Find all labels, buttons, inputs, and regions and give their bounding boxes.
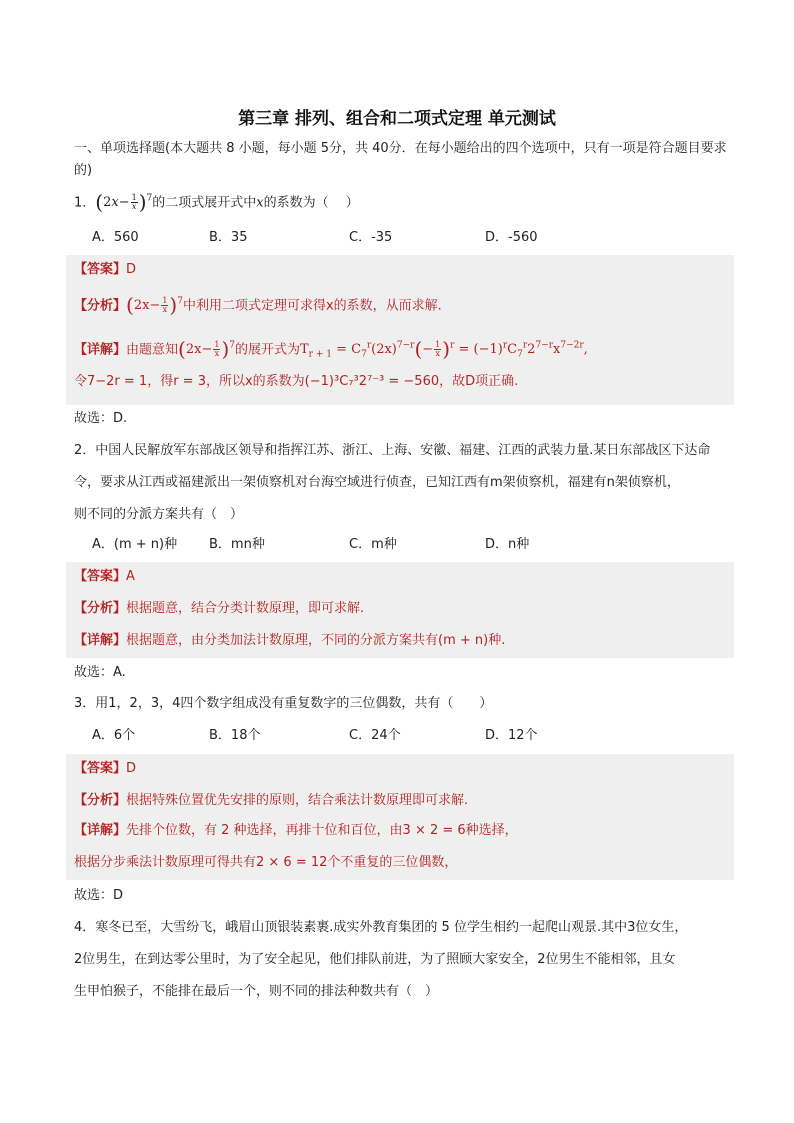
question-3-stem: 3．用1，2，3，4四个数字组成没有重复数字的三位偶数，共有（ ） [74, 696, 493, 711]
answer-line: 【答案】D [74, 262, 137, 277]
option-c[interactable]: C．m种 [349, 537, 397, 552]
answer-line: 【答案】D [74, 761, 137, 776]
option-a[interactable]: A．560 [92, 230, 139, 245]
question-2-stem-line-1: 2．中国人民解放军东部战区领导和指挥江苏、浙江、上海、安徽、福建、江西的武装力量.某日东部战区下达命 [74, 443, 711, 458]
question-1-options [92, 227, 732, 249]
option-b[interactable]: B．35 [209, 230, 248, 245]
detail-line-2: 令7−2r = 1，得r = 3，所以x的系数为(−1)³C₇³2⁷⁻³ = −560，故D项正确. [74, 374, 519, 389]
option-d[interactable]: D．n种 [485, 537, 530, 552]
option-d[interactable]: D．12个 [485, 728, 538, 743]
page-title: 第三章 排列、组合和二项式定理 单元测试 [238, 109, 556, 129]
section-heading: 一、单项选择题(本大题共 8 小题，每小题 5分，共 40分．在每小题给出的四个选项中，只有一项是符合题目要求的) [74, 141, 727, 178]
option-d[interactable]: D．-560 [485, 230, 538, 245]
question-4-stem-line-3: 生甲怕猴子，不能排在最后一个，则不同的排法种数共有（ ） [74, 984, 439, 999]
question-number: 1． [74, 195, 96, 211]
detail-line: 【详解】根据题意，由分类加法计数原理，不同的分派方案共有(m + n)种. [74, 633, 506, 648]
question-2-stem-line-2: 令，要求从江西或福建派出一架侦察机对台海空域进行侦查，已知江西有m架侦察机，福建有n架侦察机， [74, 475, 680, 490]
question-3-solution-box [66, 754, 734, 880]
option-b[interactable]: B．18个 [209, 728, 261, 743]
detail-line-2: 根据分步乘法计数原理可得共有2 × 6 = 12个不重复的三位偶数， [74, 855, 458, 870]
question-2-stem-line-3: 则不同的分派方案共有（ ） [74, 507, 244, 522]
question-4-stem-line-2: 2位男生，在到达零公里时，为了安全起见，他们排队前进，为了照顾大家安全，2位男生不能相邻，且女 [74, 952, 676, 967]
question-3-conclusion: 故选：D [74, 888, 124, 903]
question-3-options [92, 725, 732, 747]
option-b[interactable]: B．mn种 [209, 537, 265, 552]
answer-value: D [126, 262, 137, 277]
question-4-stem-line-1: 4．寒冬已至，大雪纷飞，峨眉山顶银装素裹.成实外教育集团的 5 位学生相约一起爬山观景.其中3位女生， [74, 920, 688, 935]
question-1-solution-box [66, 255, 734, 405]
option-c[interactable]: C．-35 [349, 230, 393, 245]
question-1-conclusion: 故选：D. [74, 411, 128, 426]
analysis-line: 【分析】根据题意，结合分类计数原理，即可求解. [74, 601, 365, 616]
answer-value: A [126, 569, 135, 584]
answer-line: 【答案】A [74, 569, 135, 584]
answer-value: D [126, 761, 137, 776]
analysis-line: 【分析】(2x− $\frac{1}{x}$ )$^7$中利用二项式定理可求得x的系数，从而求解. [74, 293, 442, 318]
binomial-expression: (2x− $\frac{1}{x}$ )$^7$ [95, 190, 153, 215]
detail-line: 【详解】由题意知(2x− $\frac{1}{x}$ )$^7$的展开式为$T_{r + 1} = C_7^r(2x)^{7-r}(-$ $\frac{1}{x}$ )$^r = (-1)^rC_7^r2^{7-r}x^{7-2r}$, [74, 337, 588, 362]
question-2-conclusion: 故选：A. [74, 665, 126, 680]
detail-line: 【详解】先排个位数，有 2 种选择，再排十位和百位，由3 × 2 = 6种选择， [74, 823, 518, 838]
option-c[interactable]: C．24个 [349, 728, 401, 743]
option-a[interactable]: A．6个 [92, 728, 136, 743]
question-1-stem: 1．(2x− $\frac{1}{x}$ )$^7$的二项式展开式中x的系数为（ ） [74, 190, 359, 215]
analysis-line: 【分析】根据特殊位置优先安排的原则，结合乘法计数原理即可求解. [74, 793, 469, 808]
general-term-formula: $T_{r + 1} = C_7^r(2x)^{7-r}(-$ $\frac{1}{x}$ )$^r = (-1)^rC_7^r2^{7-r}x^{7-2r}$, [300, 337, 588, 362]
question-2-options [92, 534, 732, 556]
question-2-solution-box [66, 562, 734, 658]
option-a[interactable]: A．(m + n)种 [92, 537, 178, 552]
